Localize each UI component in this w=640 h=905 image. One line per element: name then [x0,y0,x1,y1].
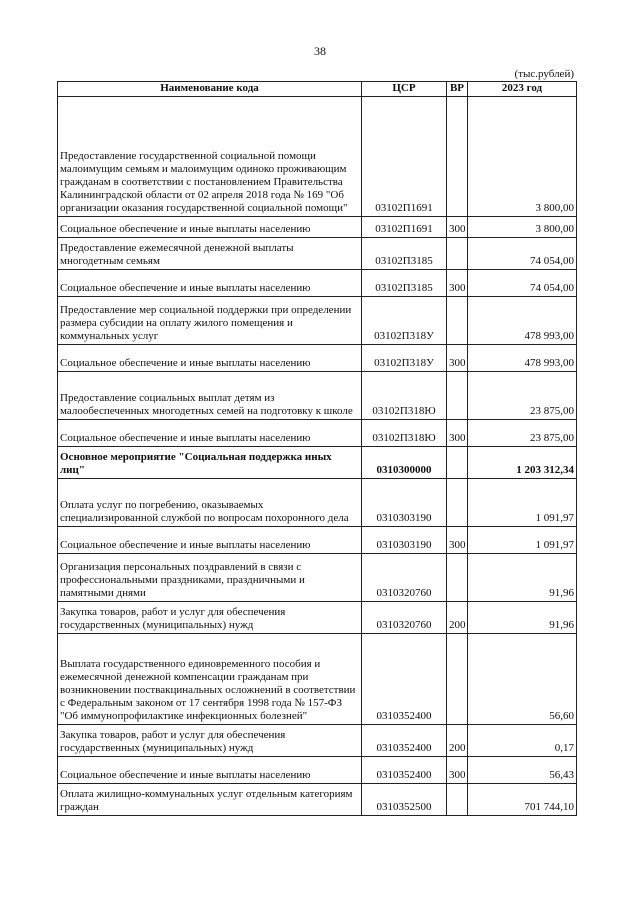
row-vr: 300 [447,217,468,238]
row-vr [447,554,468,602]
row-vr: 200 [447,725,468,757]
row-amount: 74 054,00 [468,270,577,297]
row-amount: 0,17 [468,725,577,757]
row-name: Оплата жилищно-коммунальных услуг отдельным категориям граждан [58,784,362,816]
row-amount: 23 875,00 [468,420,577,447]
row-vr [447,372,468,420]
table-row [58,554,577,602]
row-name: Социальное обеспечение и иные выплаты населению [58,345,362,372]
row-amount: 23 875,00 [468,372,577,420]
row-csr: 03102П318У [362,297,447,345]
row-csr: 0310303190 [362,479,447,527]
row-name: Предоставление мер социальной поддержки при определении размера субсидии на оплату жилого помещения и коммунальных услуг [58,297,362,345]
row-name: Социальное обеспечение и иные выплаты населению [58,420,362,447]
row-csr: 0310352400 [362,757,447,784]
table-row [58,602,577,634]
row-csr: 0310320760 [362,602,447,634]
units-label: (тыс.рублей) [514,68,574,80]
row-name: Выплата государственного единовременного пособия и ежемесячной денежной компенсации гражданам при возникновении поствакцинальных осложнений в соответствии с Федеральным законом от 17 сентября 1998 года № 157-ФЗ "Об иммунопрофилактике инфекционных болезней" [58,634,362,725]
row-csr: 03102П1691 [362,97,447,217]
row-name: Социальное обеспечение и иные выплаты населению [58,217,362,238]
table-row [58,479,577,527]
row-csr: 0310300000 [362,447,447,479]
row-vr [447,784,468,816]
row-csr: 0310352500 [362,784,447,816]
header-vr: ВР [447,82,468,97]
row-name: Социальное обеспечение и иные выплаты населению [58,757,362,784]
header-amount: 2023 год [468,82,577,97]
table-row [58,784,577,816]
row-vr: 300 [447,757,468,784]
row-csr: 0310352400 [362,725,447,757]
row-name: Организация персональных поздравлений в связи с профессиональными праздниками, праздничными и памятными днями [58,554,362,602]
row-csr: 03102П318Ю [362,420,447,447]
row-amount: 3 800,00 [468,97,577,217]
row-amount: 74 054,00 [468,238,577,270]
row-vr: 300 [447,270,468,297]
table-row [58,217,577,238]
row-amount: 56,60 [468,634,577,725]
table-row [58,527,577,554]
table-row [58,345,577,372]
row-name: Закупка товаров, работ и услуг для обеспечения государственных (муниципальных) нужд [58,602,362,634]
row-csr: 03102П3185 [362,270,447,297]
table-row [58,297,577,345]
row-csr: 03102П3185 [362,238,447,270]
row-csr: 0310320760 [362,554,447,602]
row-amount: 1 203 312,34 [468,447,577,479]
page-number: 38 [314,44,326,58]
table-row [58,725,577,757]
table-row [58,97,577,217]
row-vr [447,238,468,270]
table-row [58,634,577,725]
header-csr: ЦСР [362,82,447,97]
table-header-row [58,82,577,97]
row-name: Социальное обеспечение и иные выплаты населению [58,270,362,297]
table-row [58,270,577,297]
row-amount: 56,43 [468,757,577,784]
row-vr: 300 [447,345,468,372]
row-name: Закупка товаров, работ и услуг для обеспечения государственных (муниципальных) нужд [58,725,362,757]
row-vr [447,634,468,725]
row-name: Предоставление ежемесячной денежной выплаты многодетным семьям [58,238,362,270]
table-row [58,238,577,270]
row-csr: 0310352400 [362,634,447,725]
row-amount: 1 091,97 [468,479,577,527]
header-name: Наименование кода [58,82,362,97]
budget-table [57,81,577,816]
row-amount: 91,96 [468,602,577,634]
row-csr: 0310303190 [362,527,447,554]
row-csr: 03102П1691 [362,217,447,238]
row-amount: 701 744,10 [468,784,577,816]
row-csr: 03102П318Ю [362,372,447,420]
row-amount: 1 091,97 [468,527,577,554]
row-vr: 300 [447,420,468,447]
row-amount: 91,96 [468,554,577,602]
row-amount: 478 993,00 [468,297,577,345]
table-row [58,757,577,784]
row-name: Оплата услуг по погребению, оказываемых специализированной службой по вопросам похоронного дела [58,479,362,527]
row-vr: 200 [447,602,468,634]
row-vr [447,447,468,479]
row-amount: 3 800,00 [468,217,577,238]
row-name: Социальное обеспечение и иные выплаты населению [58,527,362,554]
row-amount: 478 993,00 [468,345,577,372]
row-name: Предоставление социальных выплат детям из малообеспеченных многодетных семей на подготовку к школе [58,372,362,420]
row-vr [447,297,468,345]
row-vr [447,97,468,217]
row-csr: 03102П318У [362,345,447,372]
row-vr: 300 [447,527,468,554]
row-name: Основное мероприятие "Социальная поддержка иных лиц" [58,447,362,479]
table-row [58,420,577,447]
row-vr [447,479,468,527]
row-name: Предоставление государственной социальной помощи малоимущим семьям и малоимущим одиноко проживающим гражданам в соответствии с постановлением Правительства Калининградской области от 02 апреля 2018 года № 169 "Об организации оказания государственной социальной помощи" [58,97,362,217]
table-row [58,372,577,420]
table-row [58,447,577,479]
